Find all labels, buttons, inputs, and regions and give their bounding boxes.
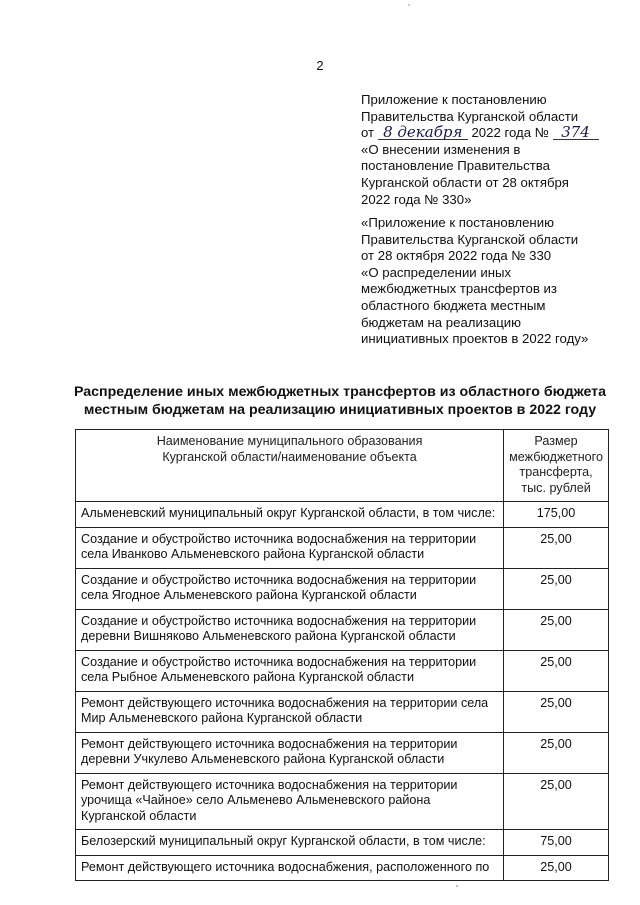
header-name-line: Курганской области/наименование объекта bbox=[162, 449, 417, 464]
row-amount: 25,00 bbox=[504, 650, 609, 691]
appendix-header-original bbox=[361, 215, 611, 348]
row-name: Ремонт действующего источника водоснабжения, расположенного по bbox=[76, 855, 504, 881]
handwritten-number: 374 bbox=[553, 125, 599, 140]
appendix-header-current bbox=[361, 92, 611, 208]
table-row bbox=[76, 527, 609, 568]
row-name: Ремонт действующего источника водоснабжения на территории села Мир Альменевского района Курганской области bbox=[76, 691, 504, 732]
appendix-line: Правительства Курганской области bbox=[361, 231, 579, 247]
appendix-line: постановление Правительства bbox=[361, 158, 550, 174]
appendix-line: «О распределении иных bbox=[361, 264, 512, 280]
row-amount: 25,00 bbox=[504, 773, 609, 830]
row-name: Создание и обустройство источника водоснабжения на территории села Рыбное Альменевского района Курганской области bbox=[76, 650, 504, 691]
row-name: Ремонт действующего источника водоснабжения на территории деревни Учкулево Альменевского района Курганской области bbox=[76, 732, 504, 773]
appendix-line: «Приложение к постановлению bbox=[361, 215, 554, 230]
header-amount-line: тыс. рублей bbox=[521, 480, 591, 495]
row-amount: 25,00 bbox=[504, 568, 609, 609]
table-row bbox=[76, 568, 609, 609]
header-amount-line: Размер bbox=[534, 434, 578, 448]
table-row bbox=[76, 650, 609, 691]
row-name: Создание и обустройство источника водоснабжения на территории села Ягодное Альменевского района Курганской области bbox=[76, 568, 504, 609]
title-line: местным бюджетам на реализацию инициативных проектов в 2022 году bbox=[83, 401, 597, 418]
page-number: 2 bbox=[316, 58, 324, 73]
row-name: Белозерский муниципальный округ Курганской области, в том числе: bbox=[76, 830, 504, 856]
table-row bbox=[76, 609, 609, 650]
appendix-line: Приложение к постановлению bbox=[361, 92, 547, 107]
row-name: Ремонт действующего источника водоснабжения на территории урочища «Чайное» село Альменево Альменевского района Курганской области bbox=[76, 773, 504, 830]
row-amount: 25,00 bbox=[504, 691, 609, 732]
appendix-line: Правительства Курганской области bbox=[361, 108, 579, 124]
header-amount-line: межбюджетного bbox=[509, 449, 603, 464]
document-title bbox=[60, 384, 620, 419]
header-amount bbox=[504, 430, 609, 502]
row-name: Создание и обустройство источника водоснабжения на территории деревни Вишняково Альменевского района Курганской области bbox=[76, 609, 504, 650]
appendix-line: инициативных проектов в 2022 году» bbox=[361, 331, 589, 347]
row-amount: 25,00 bbox=[504, 855, 609, 881]
scan-dot bbox=[456, 885, 458, 887]
row-amount: 25,00 bbox=[504, 732, 609, 773]
year-text: 2022 года № bbox=[471, 125, 549, 141]
appendix-line: межбюджетных трансфертов из bbox=[361, 281, 557, 297]
row-amount: 175,00 bbox=[504, 502, 609, 528]
date-prefix: от bbox=[361, 125, 375, 141]
appendix-line: бюджетам на реализацию bbox=[361, 314, 522, 330]
header-name bbox=[76, 430, 504, 502]
header-name-line: Наименование муниципального образования bbox=[156, 434, 423, 448]
header-amount-line: трансферта, bbox=[519, 465, 593, 479]
table-row bbox=[76, 502, 609, 528]
table-row bbox=[76, 830, 609, 856]
appendix-line: «О внесении изменения в bbox=[361, 141, 521, 157]
row-amount: 25,00 bbox=[504, 527, 609, 568]
handwritten-date: 8 декабря bbox=[378, 125, 468, 140]
appendix-line: 2022 года № 330» bbox=[361, 191, 472, 207]
scan-dot bbox=[408, 4, 410, 6]
appendix-line: Курганской области от 28 октября bbox=[361, 174, 569, 190]
row-name: Альменевский муниципальный округ Курганской области, в том числе: bbox=[76, 502, 504, 528]
table-row bbox=[76, 855, 609, 881]
title-line: Распределение иных межбюджетных трансфертов из областного бюджета bbox=[73, 384, 606, 400]
row-name: Создание и обустройство источника водоснабжения на территории села Иванково Альменевского района Курганской области bbox=[76, 527, 504, 568]
row-amount: 25,00 bbox=[504, 609, 609, 650]
appendix-line: областного бюджета местным bbox=[361, 297, 546, 313]
transfer-distribution-table bbox=[75, 429, 609, 881]
row-amount: 75,00 bbox=[504, 830, 609, 856]
appendix-date-line bbox=[361, 125, 611, 142]
table-row bbox=[76, 732, 609, 773]
table-header-row bbox=[76, 430, 609, 502]
table-row bbox=[76, 691, 609, 732]
table-row bbox=[76, 773, 609, 830]
appendix-line: от 28 октября 2022 года № 330 bbox=[361, 248, 552, 264]
